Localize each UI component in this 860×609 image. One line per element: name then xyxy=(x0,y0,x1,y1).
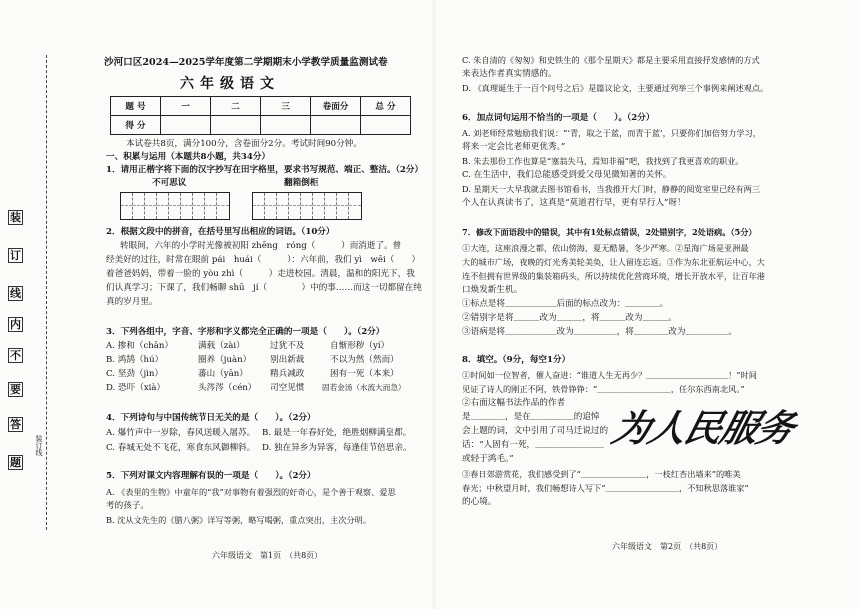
q3-option: 固若金汤（水流大而急） xyxy=(322,383,406,392)
q8-line[interactable]: 春光；中秋望月时，我们畅想诗人写下“＿＿＿＿＿＿＿＿＿，不知秋思落谁家” xyxy=(462,483,749,493)
q2-line: 经美好的过往，时常在眼前 pái huái（ ）：六年前，我们 yì wēi（ ） xyxy=(106,255,421,265)
page-footer: 六年级语文 第2页 （共8页） xyxy=(612,542,723,551)
binding-word: 订 xyxy=(10,249,21,262)
q8-line[interactable]: ①时间如一位智者，催人奋进：“谁道人生无再少？＿＿＿＿＿＿＿＿＿＿！”时间 xyxy=(462,370,757,380)
q5-option-a-cont: 考的孩子。 xyxy=(106,501,149,511)
score-header: 题 号 xyxy=(111,97,161,116)
subject-title: 六年级语文 xyxy=(180,76,280,92)
calligraphy-image: 为人民服务 xyxy=(607,406,799,450)
q8-line[interactable]: 是＿＿＿＿，是在＿＿＿＿＿的追悼 xyxy=(462,412,600,422)
question-2: 2．根据文段中的拼音，在括号里写出相应的词语。（10分） xyxy=(106,227,335,237)
question-5: 5．下列对课文内容理解有误的一项是（ ）。（2分） xyxy=(106,471,316,481)
q7-answer-line[interactable]: ②错别字是将＿＿＿改为＿＿＿，将＿＿＿改为＿＿＿。 xyxy=(462,313,677,323)
binding-side-label: 装订线 xyxy=(35,435,43,456)
question-6: 6．加点词句运用不恰当的一项是（ ）。（2分） xyxy=(462,113,655,123)
q7-line: 连不但拥有世界级的集装箱码头，所以持续优化营商环境，增长开放水平，让百年港 xyxy=(462,271,765,281)
binding-word: 要 xyxy=(10,383,21,396)
binding-word: 装 xyxy=(10,211,21,224)
q6-line: 个人在认真读书了，这真是“莫道君行早，更有早行人”呀！ xyxy=(462,198,686,208)
q3-option: 过犹不及 xyxy=(270,341,305,351)
q7-line: ①大连，这座浪漫之都，依山傍海，夏无酷暑，冬少严寒。②星海广场是亚洲最 xyxy=(462,243,749,253)
binding-word: 线 xyxy=(10,287,21,300)
q8-line: 会上题的词，文中引用了司马迁说过的 xyxy=(462,426,609,436)
question-8: 8．填空。（9分，每空1分） xyxy=(462,355,571,365)
score-header: 二 xyxy=(211,97,261,116)
q8-line[interactable]: ③春日郊游赏花，我们感受到了“＿＿＿＿＿＿＿＿，一枝红杏出墙来”的唯美 xyxy=(462,469,741,479)
q5-option-d: D. 《真理诞生于一百个问号之后》是篇议论文，主要通过列举三个事例来阐述观点。 xyxy=(462,83,769,93)
binding-word: 内 xyxy=(10,318,21,331)
q4-option: C. 春城无处不飞花，寒食东风御柳斜。 xyxy=(106,443,256,453)
binding-line xyxy=(6,55,47,530)
q4-option: D. 独在异乡为异客，每逢佳节倍思亲。 xyxy=(262,443,412,453)
q6-line: A. 刘老师经常勉励我们说：“‘青，取之于蓝，而青于蓝’，只要你们加倍努力学习， xyxy=(462,128,761,138)
q2-line: 真的岁月里。 xyxy=(106,297,158,307)
binding-word: 答 xyxy=(10,418,21,431)
q3-option: 圈养（juàn） xyxy=(198,355,252,365)
q3-option: 司空见惯 xyxy=(270,383,305,393)
q8-line[interactable]: 话：“人固有一死，＿＿＿＿＿＿＿＿ xyxy=(462,440,604,450)
writing-grid-1 xyxy=(120,192,230,220)
score-cell xyxy=(261,116,311,135)
score-header: 卷面分 xyxy=(311,97,361,116)
score-table xyxy=(110,96,411,135)
q8-line: ②右面这幅书法作品的作者 xyxy=(462,398,566,408)
q8-line: 的心境。 xyxy=(462,497,497,507)
q5-option-c: C. 朱自清的《匆匆》和史铁生的《那个星期天》都是主要采用直接抒发感情的方式 xyxy=(462,55,760,65)
q7-answer-line[interactable]: ①标点是将＿＿＿＿＿＿后面的标点改为：＿＿＿＿。 xyxy=(462,299,669,309)
q6-line: 将来一定会比老师更优秀。” xyxy=(462,142,566,152)
question-3: 3．下列各组中，字音、字形和字义都完全正确的一项是（ ）。（2分） xyxy=(106,327,385,337)
exam-title: 沙河口区2024—2025学年度第二学期期末小学教学质量监测试卷 xyxy=(104,57,388,68)
copy-word-1: 不可思议 xyxy=(152,178,187,188)
q2-line: 转眼间，六年的小学时光像被初阳 zhēng róng（ ）而消逝了。曾 xyxy=(120,241,402,251)
score-cell xyxy=(211,116,261,135)
q3-option: 别出新裁 xyxy=(270,355,305,365)
q3-option: A. 掺和（chān） xyxy=(106,341,174,351)
score-cell xyxy=(161,116,211,135)
score-label: 得 分 xyxy=(111,116,161,135)
q5-option-b: B. 沈从文先生的《腊八粥》详写等粥，略写喝粥，重点突出，主次分明。 xyxy=(106,515,372,525)
score-cell xyxy=(311,116,361,135)
exam-intro: 本试卷共8页，满分100分，含卷面分2分。考试时间90分钟。 xyxy=(126,139,362,149)
q3-option: 精兵减政 xyxy=(270,369,305,379)
q5-option-a: A. 《表里的生物》中童年的“我”对事物有着强烈的好奇心，是个善于观察、爱思 xyxy=(106,487,396,497)
q6-line: D. 星期天一大早我就去图书馆看书，当我推开大门时，静静的阅览室里已经有两三 xyxy=(462,184,761,194)
q3-option: 自惭形秽（yí） xyxy=(330,341,390,351)
q3-option: 满载（zài） xyxy=(198,341,245,351)
exam-page-2 xyxy=(436,0,860,609)
score-header: 总 分 xyxy=(361,97,411,116)
question-7: 7．修改下面语段中的错误，其中有1处标点错误，2处错别字，2处语病。（5分） xyxy=(462,227,757,237)
q7-answer-line[interactable]: ③语病是将＿＿＿＿＿＿改为＿＿＿＿＿，将＿＿＿＿改为＿＿＿＿＿。 xyxy=(462,327,738,337)
q4-option: A. 爆竹声中一岁除，春风送暖入屠苏。 xyxy=(106,428,256,438)
q4-option: B. 最是一年春好处，绝胜烟柳满皇都。 xyxy=(262,428,412,438)
writing-grid-2 xyxy=(252,192,362,220)
score-header: 一 xyxy=(161,97,211,116)
q3-option: 不以为然（然而） xyxy=(330,355,399,365)
question-1: 1．请用正楷字将下面的汉字抄写在田字格里，要求书写规范、端正、整洁。（2分） xyxy=(106,165,424,175)
q3-option: 蕃山（yān） xyxy=(198,369,248,379)
q5-option-c-cont: 来表达作者真实情感的。 xyxy=(462,69,557,79)
q6-line: C. 在生活中，我们总能感受到爱父母见微知著的关怀。 xyxy=(462,170,672,180)
copy-word-2: 翻箱倒柜 xyxy=(284,178,319,188)
q7-line: 口焕发新生机。 xyxy=(462,285,523,295)
score-cell xyxy=(361,116,411,135)
q2-line: 着爸爸妈妈，带着一脸的 yòu zhì（ ）走进校园。清晨，温和的阳光下，我 xyxy=(106,269,415,279)
q8-line: 或轻于鸿毛。” xyxy=(462,454,514,464)
q8-line[interactable]: 见证了诗人的刚正不阿，铁骨铮铮：“＿＿＿＿＿＿＿＿＿，任尔东西南北风。” xyxy=(462,384,745,394)
q3-option: 头涔涔（cén） xyxy=(198,383,257,393)
binding-word: 不 xyxy=(10,349,21,362)
page-footer: 六年级语文 第1页 （共8页） xyxy=(212,551,323,560)
q3-option: 困有一死（本来） xyxy=(330,369,399,379)
q6-line: B. 朱去那份工作也算是“塞翁失马，焉知非福”吧，我找到了我更喜欢的职业。 xyxy=(462,156,744,166)
q3-option: C. 坚劲（jìn） xyxy=(106,369,164,379)
score-header: 三 xyxy=(261,97,311,116)
q7-line: 大的城市广场，夜晚的灯光秀美轮美奂，让人留连忘返。③作为东北亚航运中心，大 xyxy=(462,257,765,267)
section-heading: 一、积累与运用（本题共8小题，共34分） xyxy=(106,152,271,162)
q2-line: 们认真学习；下课了，我们畅聊 shū jí（ ）中的事……而这一切都留在纯 xyxy=(106,283,422,293)
binding-word: 题 xyxy=(10,456,21,469)
question-4: 4．下列诗句与中国传统节日无关的是（ ）。（2分） xyxy=(106,413,316,423)
q3-option: B. 鸿鹄（hú） xyxy=(106,355,164,365)
q3-option: D. 恐吓（xià） xyxy=(106,383,166,393)
